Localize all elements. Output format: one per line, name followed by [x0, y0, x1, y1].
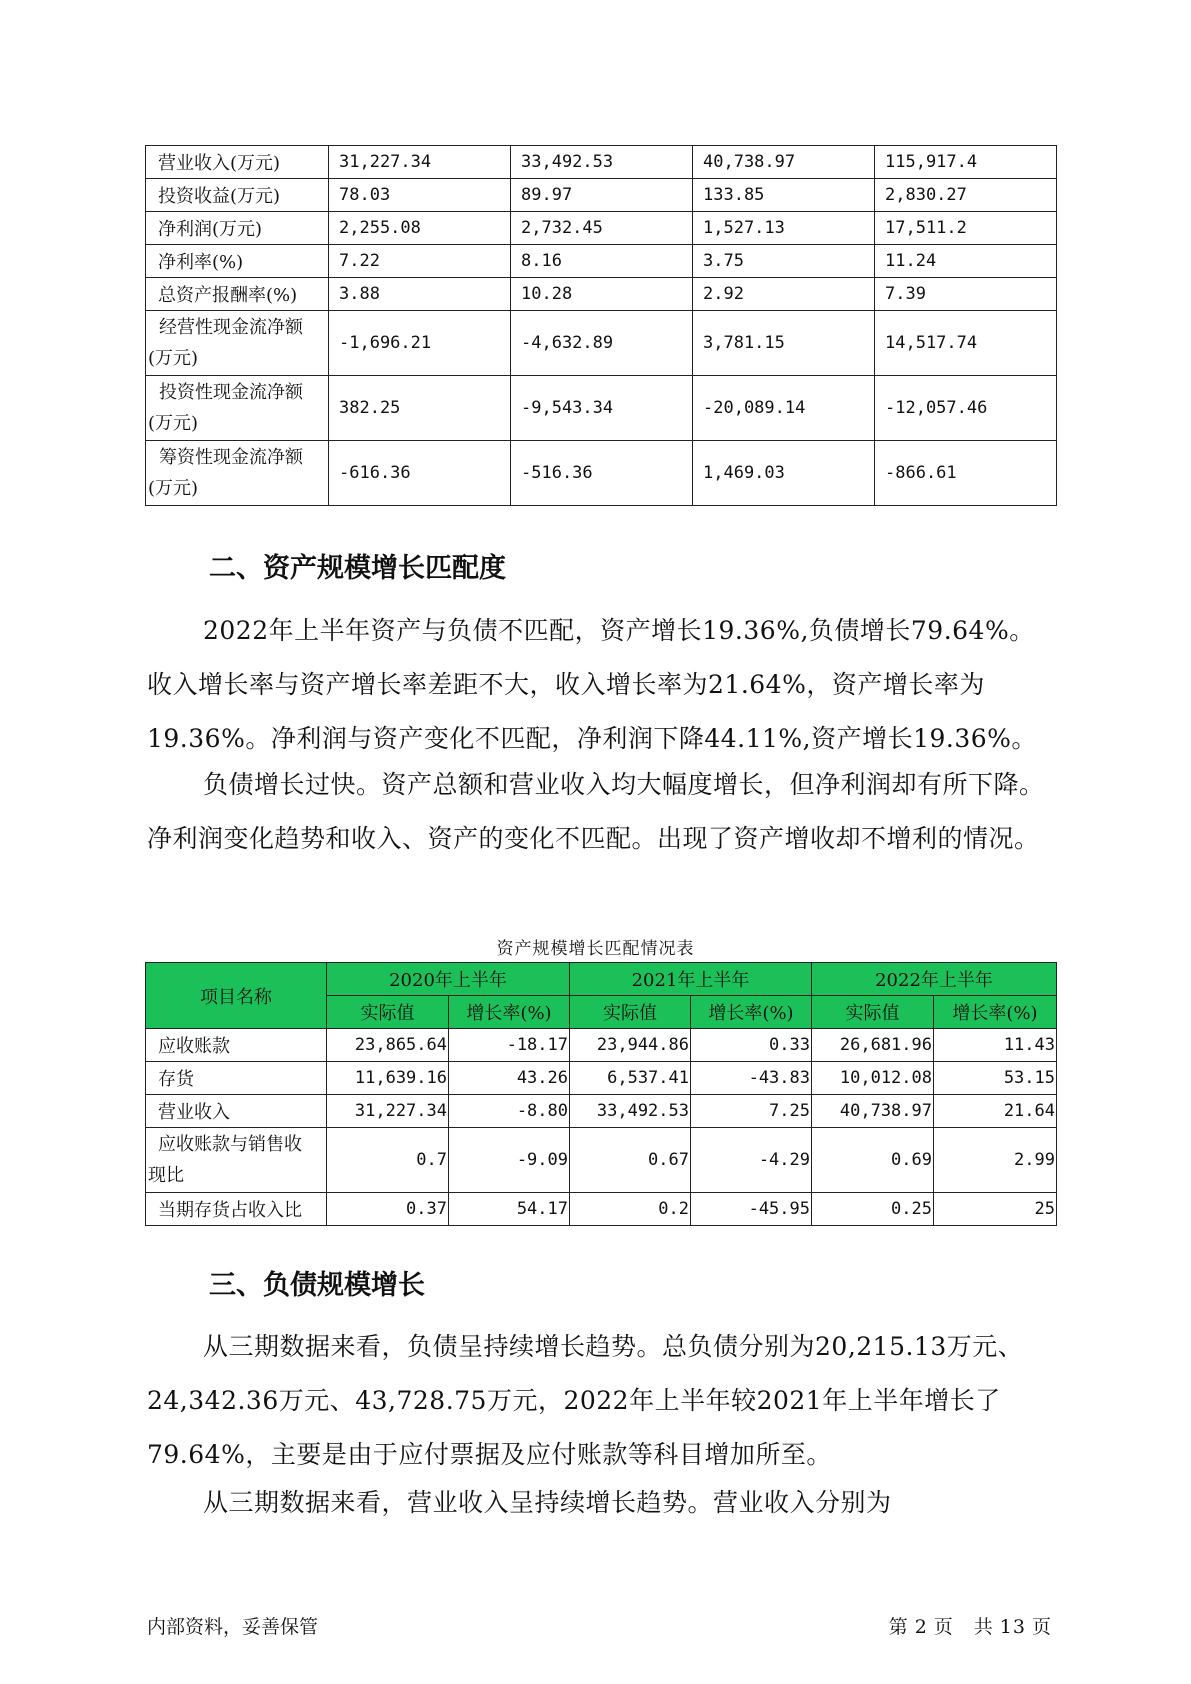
header-growth-rate: 增长率(%) [934, 996, 1057, 1029]
cell-value: 43.26 [449, 1062, 570, 1095]
paragraph-text: 从三期数据来看，负债呈持续增长趋势。总负债分别为20,215.13万元、24,342.36万元、43,728.75万元，2022年上半年较2021年上半年增长了79.64%，主要是由于应付票据及应付账款等科目增加所至。 [147, 1332, 1024, 1469]
cell-value: -9.09 [449, 1128, 570, 1193]
cell-value: 0.7 [327, 1128, 449, 1193]
table-row [146, 146, 1057, 179]
financial-indicator-table [145, 145, 1057, 506]
cell-value: 133.85 [693, 179, 875, 212]
cell-value: 33,492.53 [570, 1095, 691, 1128]
cell-value: 10.28 [511, 278, 693, 311]
footer-page-number [886, 1612, 1055, 1639]
cell-value: -12,057.46 [875, 376, 1057, 441]
cell-value: 54.17 [449, 1193, 570, 1226]
page-mid: 页 共 [933, 1616, 994, 1638]
cell-value: -4,632.89 [511, 311, 693, 376]
cell-value: 40,738.97 [693, 146, 875, 179]
row-label: 总资产报酬率(%) [146, 278, 329, 311]
cell-value: 0.33 [691, 1029, 812, 1062]
cell-value: -18.17 [449, 1029, 570, 1062]
header-actual-value: 实际值 [812, 996, 934, 1029]
table-row [146, 1062, 1057, 1095]
table-row [146, 278, 1057, 311]
header-period: 2020年上半年 [327, 963, 570, 996]
cell-value: 11.24 [875, 245, 1057, 278]
cell-value: 2.92 [693, 278, 875, 311]
header-actual-value: 实际值 [327, 996, 449, 1029]
cell-value: 53.15 [934, 1062, 1057, 1095]
row-label-line1: 经营性现金流净额 [159, 317, 303, 338]
table-caption: 资产规模增长匹配情况表 [496, 939, 695, 959]
paragraph [147, 758, 1057, 866]
cell-value: 115,917.4 [875, 146, 1057, 179]
row-label: 营业收入 [146, 1095, 327, 1128]
paragraph [147, 604, 1057, 766]
header-period: 2021年上半年 [570, 963, 812, 996]
table-row [146, 1193, 1057, 1226]
row-label: 应收账款 [146, 1029, 327, 1062]
table-row [146, 1128, 1057, 1193]
cell-value: 23,865.64 [327, 1029, 449, 1062]
table-row [146, 311, 1057, 376]
paragraph [147, 1320, 1057, 1482]
cell-value: 7.25 [691, 1095, 812, 1128]
row-label [146, 311, 329, 376]
table-row [146, 1095, 1057, 1128]
footer-confidential-note: 内部资料，妥善保管 [147, 1616, 319, 1638]
cell-value: -9,543.34 [511, 376, 693, 441]
header-item-name: 项目名称 [146, 963, 327, 1029]
cell-value: 1,527.13 [693, 212, 875, 245]
row-label: 净利率(%) [146, 245, 329, 278]
row-label: 投资收益(万元) [146, 179, 329, 212]
row-label: 营业收入(万元) [146, 146, 329, 179]
header-growth-rate: 增长率(%) [691, 996, 812, 1029]
cell-value: -20,089.14 [693, 376, 875, 441]
cell-value: 7.22 [329, 245, 511, 278]
cell-value: 17,511.2 [875, 212, 1057, 245]
cell-value: 2.99 [934, 1128, 1057, 1193]
row-label-line2: 现比 [148, 1165, 184, 1186]
cell-value: 26,681.96 [812, 1029, 934, 1062]
paragraph [147, 1476, 1057, 1530]
table-row [146, 1029, 1057, 1062]
header-period: 2022年上半年 [812, 963, 1057, 996]
page-total: 13 [999, 1616, 1026, 1638]
cell-value: -866.61 [875, 441, 1057, 506]
cell-value: 0.2 [570, 1193, 691, 1226]
cell-value: 382.25 [329, 376, 511, 441]
row-label [146, 1128, 327, 1193]
cell-value: 25 [934, 1193, 1057, 1226]
page-suffix: 页 [1031, 1616, 1052, 1638]
cell-value: -616.36 [329, 441, 511, 506]
cell-value: 8.16 [511, 245, 693, 278]
row-label-line2: (万元) [148, 413, 199, 434]
table-row [146, 441, 1057, 506]
table-row [146, 245, 1057, 278]
asset-growth-match-table [145, 962, 1057, 1226]
cell-value: -45.95 [691, 1193, 812, 1226]
cell-value: 2,830.27 [875, 179, 1057, 212]
cell-value: 40,738.97 [812, 1095, 934, 1128]
cell-value: 0.37 [327, 1193, 449, 1226]
cell-value: -43.83 [691, 1062, 812, 1095]
cell-value: 89.97 [511, 179, 693, 212]
row-label-line2: (万元) [148, 478, 199, 499]
table-row [146, 179, 1057, 212]
cell-value: -4.29 [691, 1128, 812, 1193]
cell-value: -8.80 [449, 1095, 570, 1128]
section-heading-asset-growth: 二、资产规模增长匹配度 [209, 553, 506, 584]
cell-value: 11.43 [934, 1029, 1057, 1062]
cell-value: -516.36 [511, 441, 693, 506]
cell-value: 7.39 [875, 278, 1057, 311]
row-label-line1: 投资性现金流净额 [159, 382, 303, 403]
cell-value: 33,492.53 [511, 146, 693, 179]
cell-value: 11,639.16 [327, 1062, 449, 1095]
cell-value: 1,469.03 [693, 441, 875, 506]
cell-value: 6,537.41 [570, 1062, 691, 1095]
cell-value: -1,696.21 [329, 311, 511, 376]
table-header-row [146, 963, 1057, 996]
table-row [146, 212, 1057, 245]
row-label: 存货 [146, 1062, 327, 1095]
section-heading-liability-growth: 三、负债规模增长 [209, 1270, 425, 1301]
header-actual-value: 实际值 [570, 996, 691, 1029]
cell-value: 23,944.86 [570, 1029, 691, 1062]
cell-value: 2,732.45 [511, 212, 693, 245]
cell-value: 14,517.74 [875, 311, 1057, 376]
paragraph-text: 负债增长过快。资产总额和营业收入均大幅度增长，但净利润却有所下降。净利润变化趋势和收入、资产的变化不匹配。出现了资产增收却不增利的情况。 [147, 770, 1045, 853]
table-row [146, 376, 1057, 441]
cell-value: 10,012.08 [812, 1062, 934, 1095]
row-label: 净利润(万元) [146, 212, 329, 245]
header-growth-rate: 增长率(%) [449, 996, 570, 1029]
cell-value: 3.88 [329, 278, 511, 311]
cell-value: 0.25 [812, 1193, 934, 1226]
cell-value: 31,227.34 [327, 1095, 449, 1128]
row-label-line1: 应收账款与销售收 [158, 1134, 302, 1155]
row-label: 当期存货占收入比 [146, 1193, 327, 1226]
cell-value: 3,781.15 [693, 311, 875, 376]
cell-value: 3.75 [693, 245, 875, 278]
cell-value: 0.67 [570, 1128, 691, 1193]
row-label-line1: 筹资性现金流净额 [159, 447, 303, 468]
paragraph-text: 2022年上半年资产与负债不匹配，资产增长19.36%,负债增长79.64%。收入增长率与资产增长率差距不大，收入增长率为21.64%，资产增长率为19.36%。净利润与资产变化不匹配，净利润下降44.11%,资产增长19.36%。 [147, 616, 1037, 753]
page-prefix: 第 [888, 1616, 909, 1638]
cell-value: 78.03 [329, 179, 511, 212]
cell-value: 0.69 [812, 1128, 934, 1193]
cell-value: 2,255.08 [329, 212, 511, 245]
row-label-line2: (万元) [148, 348, 199, 369]
page-current: 2 [914, 1616, 928, 1638]
row-label [146, 441, 329, 506]
paragraph-text: 从三期数据来看，营业收入呈持续增长趋势。营业收入分别为 [203, 1488, 892, 1517]
cell-value: 31,227.34 [329, 146, 511, 179]
row-label [146, 376, 329, 441]
cell-value: 21.64 [934, 1095, 1057, 1128]
